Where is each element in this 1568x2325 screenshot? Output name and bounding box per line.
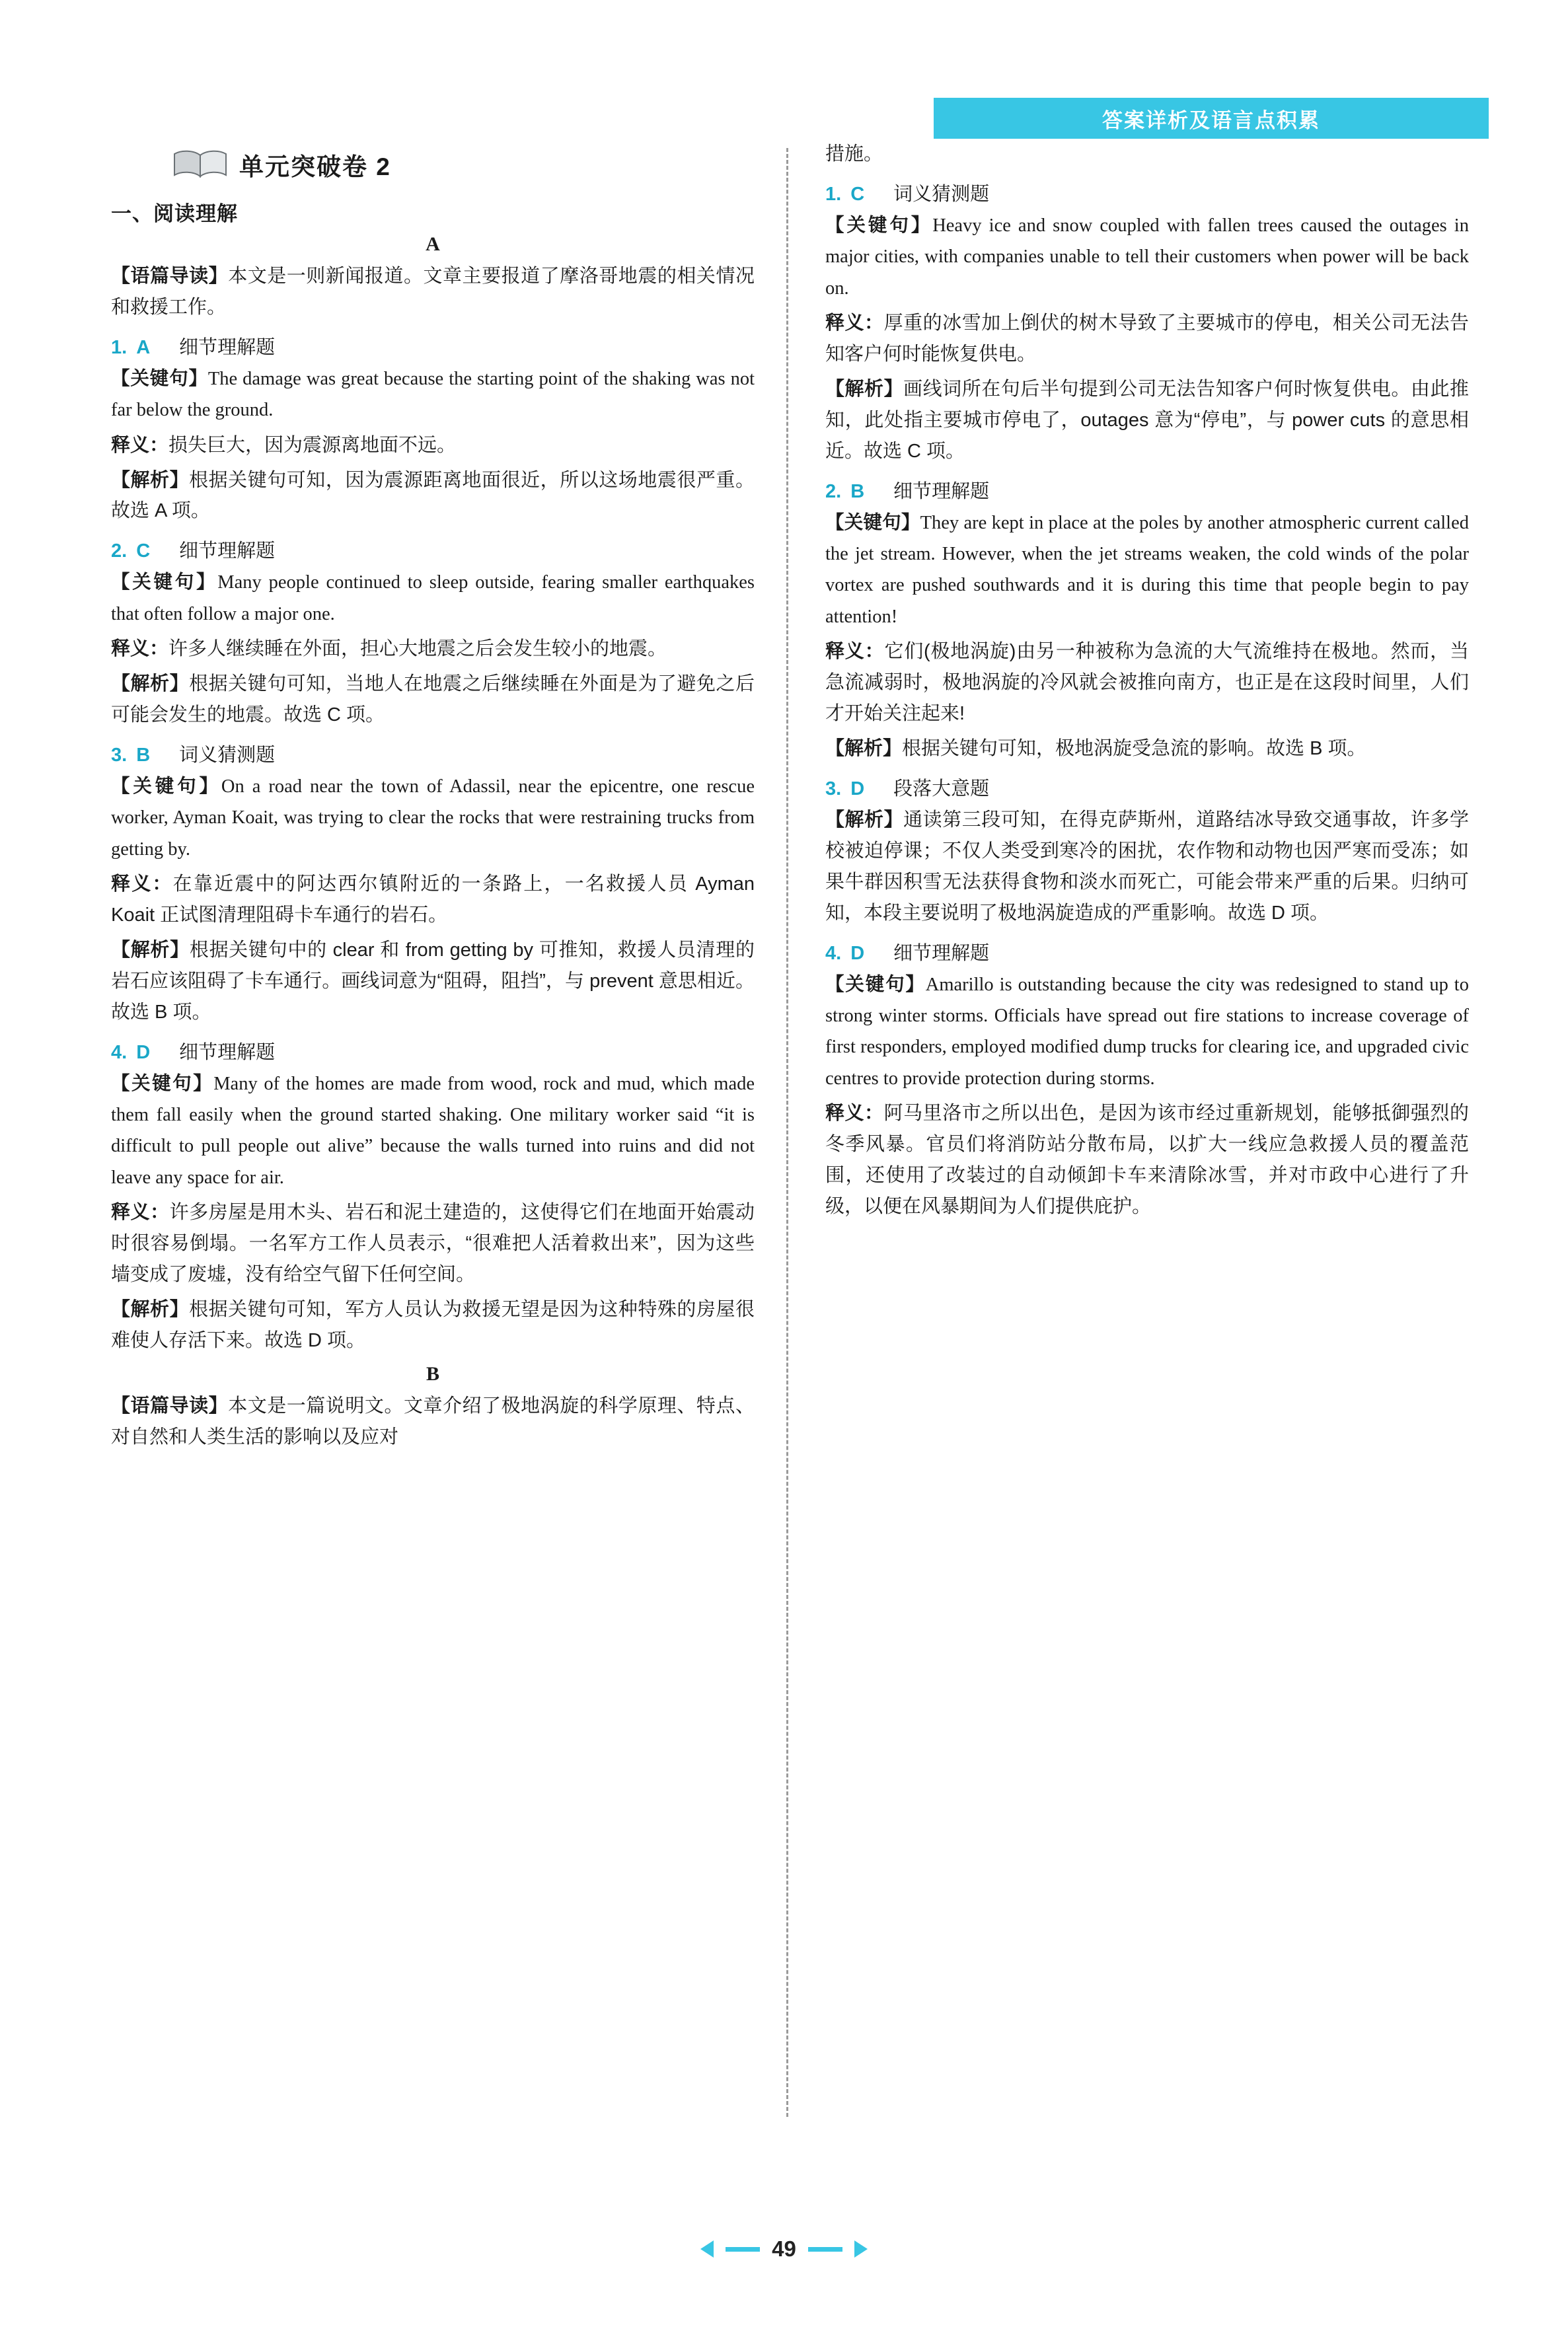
analysis-text: 通读第三段可知，在得克萨斯州，道路结冰导致交通事故，许多学校被迫停课；不仅人类受到寒冷的困扰，农作物和动物也因严寒而受冻；如果牛群因积雪无法获得食物和淡水而死亡，可能会带来严重的后果。归纳可知，本段主要说明了极地涡旋造成的严重影响。故选 D 项。 <box>825 809 1469 924</box>
key-sentence-a4 <box>111 1068 755 1193</box>
question-header-a2 <box>111 536 755 563</box>
analysis-b2 <box>825 733 1469 764</box>
question-type: 细节理解题 <box>179 336 276 358</box>
label-jiexi: 【解析】 <box>825 809 904 830</box>
passage-b-intro-continued: 措施。 <box>825 143 883 165</box>
question-answer: A <box>136 336 151 358</box>
question-type: 段落大意题 <box>893 778 990 799</box>
analysis-text: 根据关键句可知，极地涡旋受急流的影响。故选 B 项。 <box>902 737 1366 759</box>
passage-letter-b: B <box>426 1362 439 1385</box>
analysis-a1 <box>111 465 755 527</box>
open-book-icon <box>172 149 229 180</box>
question-header-b1 <box>825 179 1469 206</box>
question-type: 细节理解题 <box>893 480 990 502</box>
question-header-a3 <box>111 740 755 767</box>
question-header-b3 <box>825 774 1469 801</box>
question-number: 3. <box>825 778 842 799</box>
label-shiyi: 释义： <box>111 1201 170 1223</box>
question-answer: D <box>850 778 865 799</box>
label-guanjianju: 【关键句】 <box>111 367 208 389</box>
meaning-text: 在靠近震中的阿达西尔镇附近的一条路上，一名救援人员 Ayman Koait 正试图清理阻碍卡车通行的岩石。 <box>111 873 755 926</box>
analysis-text: 根据关键句中的 clear 和 from getting by 可推知，救援人员清理的岩石应该阻碍了卡车通行。画线词意为“阻碍，阻挡”，与 prevent 意思相近。故选 B 项。 <box>111 939 755 1023</box>
question-header-b4 <box>825 938 1469 965</box>
question-number: 1. <box>111 336 128 358</box>
analysis-a3 <box>111 935 755 1028</box>
question-type: 细节理解题 <box>893 942 990 964</box>
header-title: 答案详析及语言点积累 <box>1102 108 1320 132</box>
question-answer: C <box>850 183 865 205</box>
label-jiexi: 【解析】 <box>111 939 190 961</box>
question-answer: D <box>136 1041 151 1063</box>
page-number: 49 <box>772 2236 796 2261</box>
question-type: 细节理解题 <box>179 540 276 562</box>
analysis-b3 <box>825 805 1469 929</box>
question-number: 2. <box>111 540 128 562</box>
meaning-text: 厚重的冰雪加上倒伏的树木导致了主要城市的停电，相关公司无法告知客户何时能恢复供电。 <box>825 312 1469 365</box>
meaning-a4 <box>111 1197 755 1290</box>
question-answer: B <box>136 744 151 766</box>
key-sentence-a1 <box>111 363 755 426</box>
label-shiyi: 释义： <box>111 434 169 456</box>
question-number: 4. <box>825 942 842 964</box>
key-sentence-text: Many of the homes are made from wood, rock and mud, which made them fall easily when the ground started shaking. One military worker said “it is difficult to pull people out alive” because the walls turned into ruins and did not leave any space for air. <box>111 1073 755 1188</box>
label-shiyi: 释义： <box>825 1102 884 1124</box>
label-shiyi: 释义： <box>825 640 885 662</box>
key-sentence-text: They are kept in place at the poles by another atmospheric current called the jet stream. However, when the jet streams weaken, the cold winds of the polar vortex are pushed southwards and it is during this time that people begin to pay attention! <box>825 512 1469 627</box>
key-sentence-b4 <box>825 969 1469 1094</box>
question-number: 4. <box>111 1041 128 1063</box>
key-sentence-text: On a road near the town of Adassil, near the epicentre, one rescue worker, Ayman Koait, was trying to clear the rocks that were restraining trucks from getting by. <box>111 776 755 860</box>
analysis-text: 根据关键句可知，因为震源距离地面很近，所以这场地震很严重。故选 A 项。 <box>111 469 755 522</box>
left-column <box>111 139 786 2199</box>
right-column <box>788 139 1469 2199</box>
meaning-text: 许多人继续睡在外面，担心大地震之后会发生较小的地震。 <box>168 638 667 660</box>
left-bar-decoration <box>726 2247 760 2252</box>
analysis-b1 <box>825 374 1469 467</box>
page-content <box>111 139 1469 2199</box>
meaning-text: 它们(极地涡旋)由另一种被称为急流的大气流维持在极地。然而，当急流减弱时，极地涡旋的冷风就会被推向南方，也正是在这段时间里，人们才开始关注起来! <box>825 640 1469 724</box>
label-guanjianju: 【关键句】 <box>825 973 926 995</box>
meaning-text: 许多房屋是用木头、岩石和泥土建造的，这使得它们在地面开始震动时很容易倒塌。一名军方工作人员表示，“很难把人活着救出来”，因为这些墙变成了废墟，没有给空气留下任何空间。 <box>111 1201 755 1285</box>
passage-letter-a: A <box>426 233 440 255</box>
meaning-a3 <box>111 869 755 931</box>
analysis-text: 画线词所在句后半句提到公司无法告知客户何时恢复供电。由此推知，此处指主要城市停电了，outages 意为“停电”，与 power cuts 的意思相近。故选 C 项。 <box>825 378 1469 462</box>
question-type: 词义猜测题 <box>893 183 990 205</box>
passage-b-intro-text: 本文是一篇说明文。文章介绍了极地涡旋的科学原理、特点、对自然和人类生活的影响以及应对 <box>111 1395 755 1448</box>
question-type: 词义猜测题 <box>179 744 276 766</box>
meaning-a2 <box>111 634 755 665</box>
question-number: 1. <box>825 183 842 205</box>
meaning-text: 损失巨大，因为震源离地面不远。 <box>168 434 457 456</box>
key-sentence-a3 <box>111 771 755 865</box>
question-answer: C <box>136 540 151 562</box>
label-yupian-daodu: 【语篇导读】 <box>111 1395 229 1417</box>
right-bar-decoration <box>808 2247 842 2252</box>
label-guanjianju: 【关键句】 <box>825 214 933 236</box>
label-jiexi: 【解析】 <box>825 737 903 759</box>
question-number: 3. <box>111 744 128 766</box>
passage-b-intro <box>111 1391 755 1453</box>
label-guanjianju: 【关键句】 <box>111 572 218 593</box>
question-header-b2 <box>825 476 1469 503</box>
right-arrow-icon <box>854 2240 868 2258</box>
analysis-text: 根据关键句可知，军方人员认为救援无望是因为这种特殊的房屋很难使人存活下来。故选 D 项。 <box>111 1298 755 1351</box>
label-jiexi: 【解析】 <box>111 1298 190 1320</box>
meaning-text: 阿马里洛市之所以出色，是因为该市经过重新规划，能够抵御强烈的冬季风暴。官员们将消防站分散布局，以扩大一线应急救援人员的覆盖范围，还使用了改装过的自动倾卸卡车来清除冰雪，并对市政中心进行了升级，以便在风暴期间为人们提供庇护。 <box>825 1102 1469 1217</box>
section-heading: 一、阅读理解 <box>111 202 238 225</box>
analysis-a2 <box>111 669 755 731</box>
question-header-a4 <box>111 1037 755 1064</box>
key-sentence-a2 <box>111 567 755 630</box>
unit-title-row <box>172 147 755 182</box>
passage-a-intro <box>111 261 755 323</box>
label-guanjianju: 【关键句】 <box>825 511 920 533</box>
key-sentence-text: The damage was great because the starting point of the shaking was not far below the ground. <box>111 368 755 421</box>
key-sentence-text: Amarillo is outstanding because the city was redesigned to stand up to strong winter storms. Officials have spread out fire stations to increase coverage of first responders, employed modified dump trucks for clearing ice, and upgraded civic centres to provide protection during storms. <box>825 974 1469 1089</box>
label-guanjianju: 【关键句】 <box>111 775 221 797</box>
label-jiexi: 【解析】 <box>111 673 190 694</box>
key-sentence-text: Many people continued to sleep outside, fearing smaller earthquakes that often follow a major one. <box>111 572 755 624</box>
question-answer: D <box>850 942 865 964</box>
page-footer <box>0 2236 1568 2262</box>
meaning-a1 <box>111 430 755 461</box>
label-shiyi: 释义： <box>111 638 169 660</box>
meaning-b4 <box>825 1098 1469 1222</box>
key-sentence-b1 <box>825 210 1469 304</box>
meaning-b1 <box>825 308 1469 370</box>
unit-title-text: 单元突破卷 2 <box>239 153 391 180</box>
label-jiexi: 【解析】 <box>825 378 904 400</box>
label-guanjianju: 【关键句】 <box>111 1072 214 1094</box>
left-arrow-icon <box>700 2240 714 2258</box>
question-number: 2. <box>825 480 842 502</box>
label-shiyi: 释义： <box>111 873 173 895</box>
key-sentence-b2 <box>825 507 1469 632</box>
question-answer: B <box>850 480 865 502</box>
label-shiyi: 释义： <box>825 312 884 334</box>
passage-a-intro-text: 本文是一则新闻报道。文章主要报道了摩洛哥地震的相关情况和救援工作。 <box>111 266 755 318</box>
question-type: 细节理解题 <box>179 1041 276 1063</box>
analysis-a4 <box>111 1294 755 1356</box>
key-sentence-text: Heavy ice and snow coupled with fallen trees caused the outages in major cities, with companies unable to tell their customers when power will be back on. <box>825 215 1469 299</box>
label-yupian-daodu: 【语篇导读】 <box>111 266 229 287</box>
header-banner <box>934 98 1489 139</box>
label-jiexi: 【解析】 <box>111 469 190 491</box>
question-header-a1 <box>111 332 755 359</box>
analysis-text: 根据关键句可知，当地人在地震之后继续睡在外面是为了避免之后可能会发生的地震。故选 C 项。 <box>111 673 755 725</box>
meaning-b2 <box>825 636 1469 729</box>
